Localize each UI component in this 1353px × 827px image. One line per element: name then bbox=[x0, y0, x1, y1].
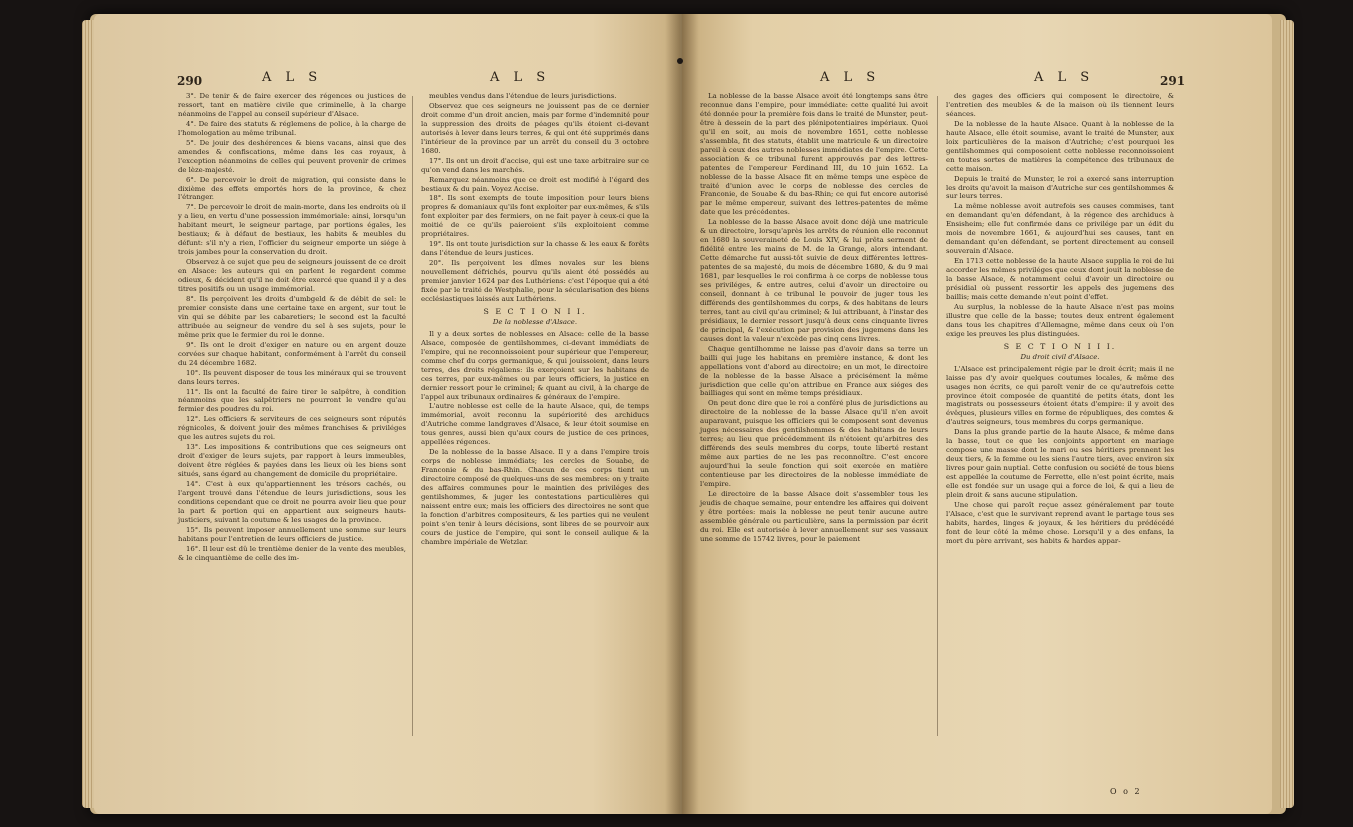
paragraph: des gages des officiers qui composent le directoire, & l'entretien des meubles & de la maison où ils tiennent leurs séances. bbox=[946, 92, 1174, 118]
binding-mark bbox=[677, 58, 683, 64]
paragraph: Une chose qui paroît reçue assez généralement par toute l'Alsace, c'est que le survivant reprend avant le partage tous ses habits, hardes, linges & joyaux, & les héritiers du prédécédé font de leur côté la même chose. Lorsqu'il y a des enfans, la mort du père arrivant, ses habits & hardes appar- bbox=[946, 500, 1174, 545]
paragraph: Observez que ces seigneurs ne jouissent pas de ce dernier droit comme d'un droit ancien, mais par forme d'indemnité pour la suppression des droits de péages qu'ils étoient ci-devant autorisés à lever dans leurs terres, & qui ont été supprimés dans l'intérieur de la province par un arrêt du conseil du 3 octobre 1680. bbox=[421, 101, 649, 155]
paragraph: On peut donc dire que le roi a conféré plus de jurisdictions au directoire de la noblesse de la basse Alsace qu'il n'en avoit auparavant, puisque les officiers qui le composent sont devenus juges nécessaires des gentilshommes & des habitans de leurs terres; au lieu que précédemment ils n'étoient qu'arbitres des différends des seuls membres du corps, toute liberté restant même aux parties de ne les pas reconnoître. C'est encore aujourd'hui la seule fonction qui soit exercée en matière contentieuse par les directoires de la noblesse immédiate de l'empire. bbox=[700, 399, 928, 488]
paragraph: 8°. Ils perçoivent les droits d'umbgeld & de débit de sel: le premier consiste dans une certaine taxe en argent, sur tout le vin qui se débite par les cabaretiers; le second est la faculté attribuée au seigneur de vendre du sel à ses sujets, pour le même prix que le fermier du roi le donne. bbox=[178, 294, 406, 339]
page-edges-right bbox=[1280, 20, 1294, 808]
section-subtitle: De la noblesse d'Alsace. bbox=[492, 317, 578, 326]
paragraph: Remarquez néanmoins que ce droit est modifié à l'égard des bestiaux & du pain. Voyez Accise. bbox=[421, 175, 649, 193]
book-gutter bbox=[665, 14, 699, 814]
paragraph: La même noblesse avoit autrefois ses causes commises, tant en demandant qu'en défendant, à la régence des archiducs à Ensisheim; elle fut confirmée dans ce privilége par un édit du mois de novembre 1661, & aujourd'hui ses causes, tant en demandant qu'en défendant, se portent directement au conseil souverain d'Alsace. bbox=[946, 202, 1174, 256]
paragraph: 3°. De tenir & de faire exercer des régences ou justices de ressort, tant en matière civile que criminelle, à la charge néanmoins de l'appel au conseil supérieur d'Alsace. bbox=[178, 92, 406, 118]
paragraph: Il y a deux sortes de noblesses en Alsace: celle de la basse Alsace, composée de gentilshommes, ci-devant immédiats de l'empire, qui ne reconnoissoient pour supérieur que l'empereur, comme chef du corps germanique, & qui jouissoient, dans leurs terres, des droits régaliens: ils exerçoient sur les habitans de ces terres, par eux-mêmes ou par leurs officiers, la justice en dernier ressort pour le criminel; & quant au civil, à la charge de l'appel aux tribunaux ordinaires & généraux de l'empire. bbox=[421, 329, 649, 401]
paragraph: 12°. Les officiers & serviteurs de ces seigneurs sont réputés régnicoles, & doivent jouir des mêmes franchises & priviléges que les autres sujets du roi. bbox=[178, 415, 406, 442]
paragraph: La noblesse de la basse Alsace avoit été longtemps sans être reconnue dans l'empire, pour immédiate: cette qualité lui avoit été donnée pour la première fois dans le traité de Munster, peut-être à dessein de la part des plénipotentiaires impériaux. Quoi qu'il en soit, au mois de novembre 1651, cette noblesse s'assembla, fit des statuts, établit une matricule & un directoire pareil à ceux des autres noblesses immédiates de l'empire. Cette association & ce tribunal furent approuvés par des lettres-patentes de l'empereur Ferdinand III, du 10 juin 1652. La noblesse de la basse Alsace fit en même temps une espèce de traité d'union avec le corps de noblesse des cercles de Franconie, de Souabe & du bas-Rhin; ce qui fut encore autorisé par le même empereur, suivant des lettres-patentes de même date que les précédentes. bbox=[700, 92, 928, 217]
paragraph: Depuis le traité de Munster, le roi a exercé sans interruption les droits qu'avoit la maison d'Autriche sur ces gentilshommes & sur leurs terres. bbox=[946, 174, 1174, 201]
left-page bbox=[94, 14, 680, 814]
paragraph: 10°. Ils peuvent disposer de tous les minéraux qui se trouvent dans leurs terres. bbox=[178, 368, 406, 386]
text-column-2 bbox=[421, 92, 649, 548]
section-heading: S E C T I O N I I I. bbox=[1003, 341, 1117, 351]
paragraph: Observez à ce sujet que peu de seigneurs jouissent de ce droit en Alsace: les auteurs qui en parlent le regardent comme odieux, & décident qu'il ne doit être exercé que quand il y a des titres positifs ou un usage immémorial. bbox=[178, 258, 406, 294]
paragraph: 9°. Ils ont le droit d'exiger en nature ou en argent douze corvées sur chaque habitant, conformément à l'arrêt du conseil du 24 décembre 1682. bbox=[178, 340, 406, 367]
running-head: A L S bbox=[1034, 70, 1095, 85]
paragraph: En 1713 cette noblesse de la haute Alsace supplia le roi de lui accorder les mêmes priviléges que ceux dont jouit la noblesse de la basse Alsace, & notamment celui d'avoir un directoire ou présidial où pussent ressortir les appels des jugemens des baillis; mais cette demande n'eut point d'effet. bbox=[946, 257, 1174, 301]
paragraph: Au surplus, la noblesse de la haute Alsace n'est pas moins illustre que celle de la basse; toutes deux entrent également dans tous les chapitres d'Allemagne, même dans ceux où l'on exige les preuves les plus distinguées. bbox=[946, 302, 1174, 338]
page-number: 291 bbox=[1160, 74, 1186, 88]
paragraph: De la noblesse de la haute Alsace. Quant à la noblesse de la haute Alsace, elle étoit soumise, avant le traité de Munster, aux loix particulières de la maison d'Autriche; c'est pourquoi les gentilshommes qui composoient cette noblesse reconnoissoient en toutes sortes de matières la compétence des tribunaux de cette maison. bbox=[946, 119, 1174, 173]
paragraph: L'autre noblesse est celle de la haute Alsace, qui, de temps immémorial, avoit reconnu la supériorité des archiducs d'Autriche comme landgraves d'Alsace, & leur étoit soumise en tous genres, aussi bien qu'aux cours de justice de ces princes, appellées régences. bbox=[421, 402, 649, 447]
paragraph: 16°. Il leur est dû le trentième denier de la vente des meubles, & le cinquantième de celle des im- bbox=[178, 544, 406, 562]
paragraph: Dans la plus grande partie de la haute Alsace, & même dans la basse, tout ce que les conjoints apportent en mariage compose une masse dont le mari ou ses héritiers prennent les deux tiers, & la femme ou les siens l'autre tiers, avec environ six livres pour gain nuptial. Cette confusion ou société de tous biens est appellée la coutume de Ferrette, elle n'est point écrite, mais elle est fondée sur un usage qui a force de loi, & qui a lieu de plein droit & sans aucune stipulation. bbox=[946, 428, 1174, 499]
text-column-1 bbox=[700, 92, 928, 545]
signature-mark: O o 2 bbox=[1110, 787, 1142, 796]
running-head: A L S bbox=[262, 70, 323, 85]
paragraph: 5°. De jouir des deshérences & biens vacans, ainsi que des amendes & confiscations, même dans les cas royaux, à l'exception néanmoins de celles qui peuvent provenir de crimes de lèze-majesté. bbox=[178, 138, 406, 174]
paragraph: 19°. Ils ont toute jurisdiction sur la chasse & les eaux & forêts dans l'étendue de leurs justices. bbox=[421, 240, 649, 258]
paragraph: 11°. Ils ont la faculté de faire tirer le salpêtre, à condition néanmoins que les salpêtriers ne pourront le vendre qu'au fermier des poudres du roi. bbox=[178, 387, 406, 414]
paragraph: 15°. Ils peuvent imposer annuellement une somme sur leurs habitans pour l'entretien de leurs officiers de justice. bbox=[178, 525, 406, 543]
column-rule bbox=[412, 96, 413, 736]
running-head: A L S bbox=[490, 70, 551, 85]
text-column-2 bbox=[946, 92, 1174, 547]
paragraph: 4°. De faire des statuts & réglemens de police, à la charge de l'homologation au même tribunal. bbox=[178, 119, 406, 137]
open-book bbox=[90, 14, 1286, 814]
paragraph: L'Alsace est principalement régie par le droit écrit; mais il ne laisse pas d'y avoir quelques coutumes locales, & même des usages non écrits, ce qui paroît venir de ce qu'autrefois cette province étoit composée de quantité de petits états, dont les magistrats ou possesseurs étoient états d'empire: il y avoit des évêques, plusieurs villes en forme de républiques, des comtes & d'autres seigneurs, tous membres du corps germanique. bbox=[946, 364, 1174, 427]
column-rule bbox=[937, 96, 938, 736]
paragraph: 18°. Ils sont exempts de toute imposition pour leurs biens propres & domaniaux qu'ils font exploiter par eux-mêmes, & s'ils font exploiter par des fermiers, on ne fait payer à ceux-ci que la moitié de ce qu'ils paieroient s'ils exploitoient comme propriétaires. bbox=[421, 194, 649, 239]
paragraph: 20°. Ils perçoivent les dîmes novales sur les biens nouvellement défrichés, pourvu qu'ils aient été possédés au premier janvier 1624 par des Luthériens: c'est l'époque qui a été fixée par le traité de Westphalie, pour la sécularisation des biens ecclésiastiques laissés aux Luthériens. bbox=[421, 259, 649, 303]
paragraph: 14°. C'est à eux qu'appartiennent les trésors cachés, ou l'argent trouvé dans l'étendue de leurs jurisdictions, sous les conditions cependant que ce droit ne pourra avoir lieu que pour la part & portion qui en appartient aux seigneurs hauts-justiciers, suivant la coutume & les usages de la province. bbox=[178, 480, 406, 524]
paragraph: meubles vendus dans l'étendue de leurs jurisdictions. bbox=[429, 92, 617, 100]
paragraph: La noblesse de la basse Alsace avoit donc déjà une matricule & un directoire, lorsqu'après les arrêts de réunion elle reconnut en 1680 la souveraineté de Louis XIV, & lui prêta serment de fidélité entre les mains de M. de la Grange, alors intendant. Cette démarche fut aussi-tôt suivie de deux différentes lettres-patentes de sa majesté, du mois de décembre 1680, & du 9 mai 1681, par lesquelles le roi confirma à ce corps de noblesse tous ses priviléges, & entre autres, celui d'avoir un directoire ou conseil, donnant à ce tribunal le pouvoir de juger tous les différends des gentilshommes du corps, & des habitans de leurs terres, tant au civil qu'au criminel; & lui attribuant, à l'instar des présidiaux, le dernier ressort jusqu'à deux cens cinquante livres de principal, & l'exécution par provision des jugemens dans les causes dont la valeur n'excède pas cinq cens livres. bbox=[700, 218, 928, 343]
paragraph: 6°. De percevoir le droit de migration, qui consiste dans le dixième des effets emportés hors de la province, & chez l'étranger. bbox=[178, 175, 406, 202]
paragraph: 13°. Les impositions & contributions que ces seigneurs ont droit d'exiger de leurs sujets, par rapport à leurs immeubles, doivent être réglées & payées dans les lieux où les biens sont situés, sans égard au changement de domicile du propriétaire. bbox=[178, 443, 406, 479]
section-subtitle: Du droit civil d'Alsace. bbox=[1020, 352, 1100, 361]
page-number: 290 bbox=[177, 74, 203, 88]
paragraph: 7°. De percevoir le droit de main-morte, dans les endroits où il y a lieu, en vertu d'une possession immémoriale: ainsi, lorsqu'un habitant meurt, le seigneur partage, par portions égales, les bestiaux; & à défaut de bestiaux, les habits & meubles du défunt: s'il n'y a rien, l'officier du seigneur emporte un siége à trois jambes pour la conservation du droit. bbox=[178, 203, 406, 257]
paragraph: Chaque gentilhomme ne laisse pas d'avoir dans sa terre un bailli qui juge les habitans en première instance, & dont les appellations vont d'abord au directoire; en un mot, le directoire de la noblesse de la basse Alsace a précisément la même jurisdiction que celle qu'on attribue en France aux siéges des bailliages qui sont en même temps présidiaux. bbox=[700, 344, 928, 398]
text-column-1 bbox=[178, 92, 406, 564]
paragraph: Le directoire de la basse Alsace doit s'assembler tous les jeudis de chaque semaine, pour entendre les affaires qui doivent y être portées: mais la noblesse ne peut tenir aucune autre assemblée générale ou particulière, sans la permission par écrit du roi. Elle est autorisée à lever annuellement sur ses vassaux une somme de 15742 livres, pour le paiement bbox=[700, 489, 928, 543]
paragraph: De la noblesse de la basse Alsace. Il y a dans l'empire trois corps de noblesse immédiats; les cercles de Souabe, de Franconie & du bas-Rhin. Chacun de ces corps tient un directoire composé de quelques-uns de ses membres: on y traite des affaires communes pour le maintien des priviléges des gentilshommes, & juger les contestations particulières qui naissent entre eux; mais les officiers des directoires ne sont que la fonction d'arbitres compositeurs, & les parties qui ne veulent point s'en tenir à leurs décisions, sont libres de se pourvoir aux cours de justice de l'empire, qui sont le conseil aulique & la chambre impériale de Wetzlar. bbox=[421, 448, 649, 546]
paragraph: 17°. Ils ont un droit d'accise, qui est une taxe arbitraire sur ce qu'on vend dans les marchés. bbox=[421, 156, 649, 174]
running-head: A L S bbox=[820, 70, 881, 85]
section-heading: S E C T I O N I I. bbox=[483, 306, 587, 316]
right-page bbox=[682, 14, 1272, 814]
